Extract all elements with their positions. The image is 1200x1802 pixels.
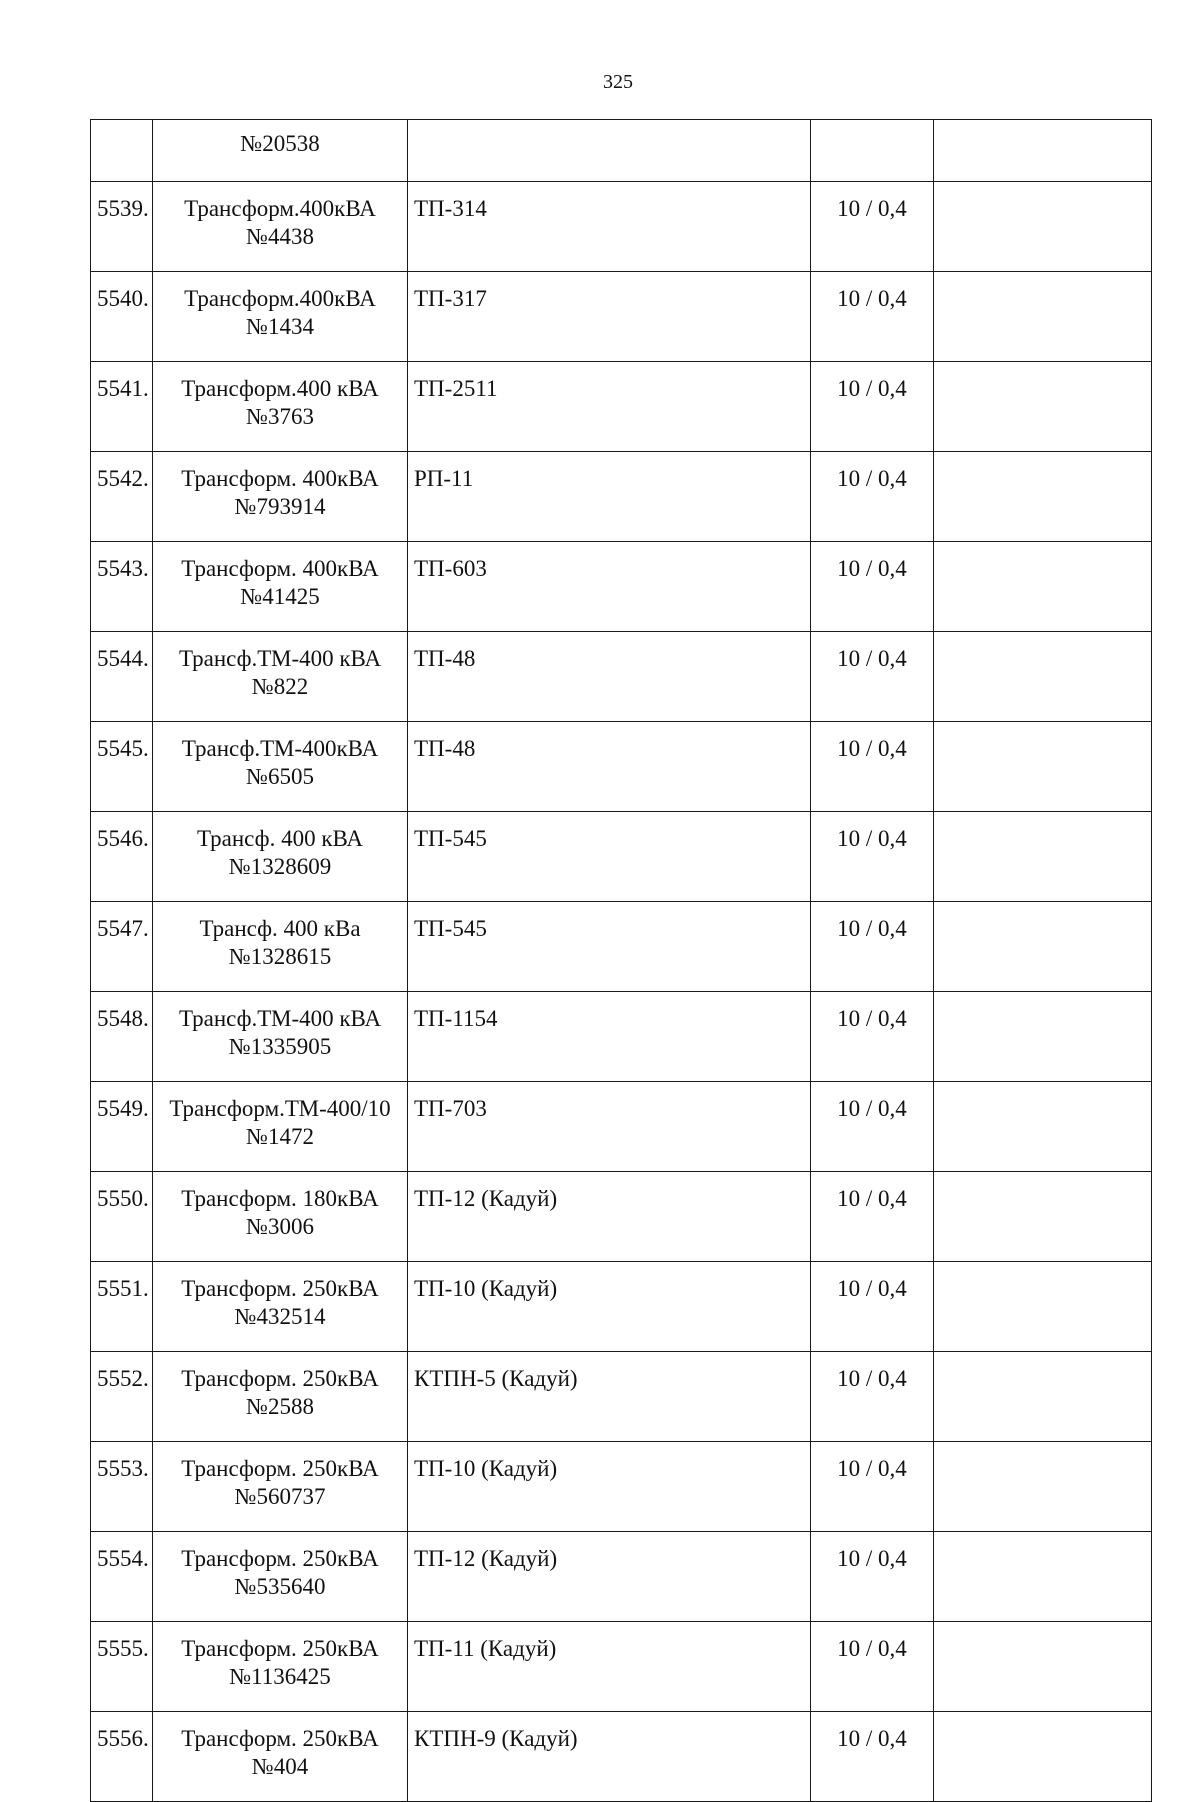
note-cell xyxy=(934,1082,1152,1172)
note-cell xyxy=(934,1172,1152,1262)
equipment-name-cell xyxy=(153,1082,408,1172)
note-cell xyxy=(934,182,1152,272)
voltage-cell: 10 / 0,4 xyxy=(811,272,934,362)
note-cell xyxy=(934,1712,1152,1802)
equipment-serial: №1328609 xyxy=(228,854,332,879)
note-cell xyxy=(934,362,1152,452)
equipment-name-cell xyxy=(153,722,408,812)
equipment-type: Трансформ. 250кВА xyxy=(181,1726,379,1751)
note-cell xyxy=(934,1442,1152,1532)
equipment-type: Трансф.ТМ-400 кВА xyxy=(178,646,382,671)
voltage-cell: 10 / 0,4 xyxy=(811,1082,934,1172)
equipment-serial: №20538 xyxy=(240,131,320,156)
equipment-type: Трансформ.400кВА xyxy=(184,286,376,311)
equipment-serial: №3763 xyxy=(246,404,314,429)
row-number-cell: 5548. xyxy=(91,992,153,1082)
equipment-type: Трансформ. 250кВА xyxy=(181,1456,379,1481)
row-number-cell: 5554. xyxy=(91,1532,153,1622)
equipment-serial: №822 xyxy=(251,674,309,699)
table-row xyxy=(91,1442,1152,1532)
table-row xyxy=(91,902,1152,992)
voltage-cell: 10 / 0,4 xyxy=(811,1712,934,1802)
row-number-cell: 5541. xyxy=(91,362,153,452)
note-cell xyxy=(934,1622,1152,1712)
equipment-type: Трансформ.400кВА xyxy=(184,196,376,221)
equipment-serial: №1136425 xyxy=(229,1664,331,1689)
equipment-name-cell xyxy=(153,1532,408,1622)
inventory-table xyxy=(90,119,1152,1802)
voltage-cell: 10 / 0,4 xyxy=(811,1262,934,1352)
equipment-name-cell xyxy=(153,1352,408,1442)
page-number: 325 xyxy=(603,71,633,93)
equipment-name-cell xyxy=(153,1622,408,1712)
location-cell: ТП-12 (Кадуй) xyxy=(408,1532,811,1622)
voltage-cell: 10 / 0,4 xyxy=(811,542,934,632)
equipment-serial: №560737 xyxy=(234,1484,326,1509)
note-cell xyxy=(934,992,1152,1082)
equipment-type: Трансф.ТМ-400кВА xyxy=(181,736,379,761)
equipment-serial: №2588 xyxy=(246,1394,314,1419)
note-cell xyxy=(934,1532,1152,1622)
row-number-cell: 5546. xyxy=(91,812,153,902)
voltage-cell: 10 / 0,4 xyxy=(811,902,934,992)
table-row xyxy=(91,812,1152,902)
equipment-type: Трансф. 400 кВа xyxy=(199,916,361,941)
voltage-cell: 10 / 0,4 xyxy=(811,722,934,812)
location-cell: ТП-703 xyxy=(408,1082,811,1172)
note-cell xyxy=(934,722,1152,812)
equipment-type: Трансформ.400 кВА xyxy=(181,376,379,401)
table-row xyxy=(91,182,1152,272)
row-number-cell: 5539. xyxy=(91,182,153,272)
voltage-cell: 10 / 0,4 xyxy=(811,632,934,722)
equipment-serial: №1328615 xyxy=(228,944,332,969)
voltage-cell: 10 / 0,4 xyxy=(811,362,934,452)
equipment-name-cell xyxy=(153,272,408,362)
equipment-type: Трансформ. 250кВА xyxy=(181,1276,379,1301)
location-cell: ТП-2511 xyxy=(408,362,811,452)
voltage-cell: 10 / 0,4 xyxy=(811,1442,934,1532)
note-cell xyxy=(934,1352,1152,1442)
equipment-type: Трансформ. 250кВА xyxy=(181,1366,379,1391)
row-number-cell: 5549. xyxy=(91,1082,153,1172)
note-cell xyxy=(934,1262,1152,1352)
equipment-type: Трансф. 400 кВА xyxy=(196,826,363,851)
location-cell: ТП-317 xyxy=(408,272,811,362)
equipment-serial: №432514 xyxy=(234,1304,326,1329)
note-cell xyxy=(934,812,1152,902)
table-row xyxy=(91,542,1152,632)
equipment-type: Трансформ. 400кВА xyxy=(181,466,379,491)
equipment-serial: №6505 xyxy=(246,764,314,789)
table-row xyxy=(91,1712,1152,1802)
equipment-type: Трансформ. 400кВА xyxy=(181,556,379,581)
row-number-cell: 5550. xyxy=(91,1172,153,1262)
location-cell: ТП-48 xyxy=(408,722,811,812)
location-cell: РП-11 xyxy=(408,452,811,542)
table-row xyxy=(91,1262,1152,1352)
equipment-name-cell xyxy=(153,182,408,272)
equipment-name-cell xyxy=(153,902,408,992)
row-number-cell: 5547. xyxy=(91,902,153,992)
location-cell: ТП-10 (Кадуй) xyxy=(408,1262,811,1352)
location-cell: ТП-10 (Кадуй) xyxy=(408,1442,811,1532)
table-body xyxy=(91,120,1152,1802)
table-row xyxy=(91,722,1152,812)
table-row xyxy=(91,992,1152,1082)
location-cell: ТП-314 xyxy=(408,182,811,272)
equipment-serial: №1434 xyxy=(246,314,314,339)
table-row xyxy=(91,632,1152,722)
equipment-name-cell xyxy=(153,632,408,722)
table-row xyxy=(91,1172,1152,1262)
note-cell xyxy=(934,542,1152,632)
equipment-name-cell xyxy=(153,1712,408,1802)
table-row xyxy=(91,1622,1152,1712)
equipment-name-cell xyxy=(153,812,408,902)
note-cell xyxy=(934,120,1152,182)
equipment-serial: №1335905 xyxy=(228,1034,332,1059)
note-cell xyxy=(934,272,1152,362)
note-cell xyxy=(934,452,1152,542)
row-number-cell: 5552. xyxy=(91,1352,153,1442)
location-cell: ТП-603 xyxy=(408,542,811,632)
voltage-cell: 10 / 0,4 xyxy=(811,1172,934,1262)
equipment-type: Трансформ. 180кВА xyxy=(181,1186,379,1211)
voltage-cell: 10 / 0,4 xyxy=(811,452,934,542)
equipment-type: Трансформ. 250кВА xyxy=(181,1636,379,1661)
row-number-cell: 5543. xyxy=(91,542,153,632)
row-number-cell: 5542. xyxy=(91,452,153,542)
equipment-name-cell xyxy=(153,542,408,632)
location-cell: КТПН-9 (Кадуй) xyxy=(408,1712,811,1802)
table-row xyxy=(91,1082,1152,1172)
equipment-name-cell xyxy=(153,120,408,182)
row-number-cell: 5553. xyxy=(91,1442,153,1532)
note-cell xyxy=(934,902,1152,992)
equipment-serial: №404 xyxy=(251,1754,309,1779)
voltage-cell: 10 / 0,4 xyxy=(811,1622,934,1712)
equipment-type: Трансформ.ТМ-400/10 xyxy=(169,1096,391,1121)
equipment-name-cell xyxy=(153,362,408,452)
location-cell: ТП-48 xyxy=(408,632,811,722)
equipment-serial: №793914 xyxy=(234,494,326,519)
voltage-cell: 10 / 0,4 xyxy=(811,1532,934,1622)
table-row xyxy=(91,1352,1152,1442)
table-row xyxy=(91,362,1152,452)
table-row xyxy=(91,1532,1152,1622)
equipment-name-cell xyxy=(153,1172,408,1262)
equipment-type: Трансф.ТМ-400 кВА xyxy=(178,1006,382,1031)
table-row xyxy=(91,452,1152,542)
location-cell xyxy=(408,120,811,182)
table-row xyxy=(91,272,1152,362)
location-cell: КТПН-5 (Кадуй) xyxy=(408,1352,811,1442)
voltage-cell: 10 / 0,4 xyxy=(811,1352,934,1442)
voltage-cell xyxy=(811,120,934,182)
equipment-serial: №3006 xyxy=(246,1214,314,1239)
voltage-cell: 10 / 0,4 xyxy=(811,182,934,272)
equipment-name-cell xyxy=(153,992,408,1082)
equipment-serial: №535640 xyxy=(234,1574,326,1599)
voltage-cell: 10 / 0,4 xyxy=(811,812,934,902)
row-number-cell: 5540. xyxy=(91,272,153,362)
location-cell: ТП-11 (Кадуй) xyxy=(408,1622,811,1712)
location-cell: ТП-545 xyxy=(408,902,811,992)
voltage-cell: 10 / 0,4 xyxy=(811,992,934,1082)
row-number-cell: 5556. xyxy=(91,1712,153,1802)
row-number-cell: 5544. xyxy=(91,632,153,722)
location-cell: ТП-1154 xyxy=(408,992,811,1082)
note-cell xyxy=(934,632,1152,722)
table-row xyxy=(91,120,1152,182)
equipment-serial: №4438 xyxy=(246,224,314,249)
equipment-name-cell xyxy=(153,1442,408,1532)
equipment-type: Трансформ. 250кВА xyxy=(181,1546,379,1571)
location-cell: ТП-545 xyxy=(408,812,811,902)
equipment-serial: №41425 xyxy=(240,584,320,609)
equipment-name-cell xyxy=(153,1262,408,1352)
equipment-serial: №1472 xyxy=(246,1124,314,1149)
row-number-cell: 5551. xyxy=(91,1262,153,1352)
row-number-cell: 5545. xyxy=(91,722,153,812)
row-number-cell: 5555. xyxy=(91,1622,153,1712)
location-cell: ТП-12 (Кадуй) xyxy=(408,1172,811,1262)
row-number-cell xyxy=(91,120,153,182)
equipment-name-cell xyxy=(153,452,408,542)
